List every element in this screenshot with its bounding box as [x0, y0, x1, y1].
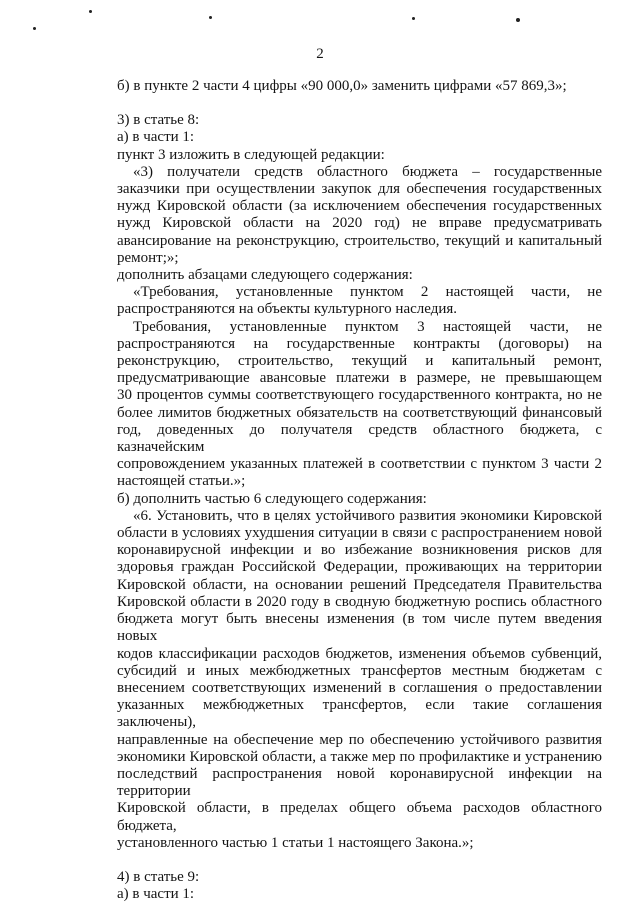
text-line: год, доведенных до получателя средств областного бюджета, с казначейским [117, 421, 602, 456]
text-line: б) дополнить частью 6 следующего содержания: [117, 490, 427, 507]
scan-speck [89, 10, 92, 13]
text-line: пункт 3 изложить в следующей редакции: [117, 146, 385, 163]
text-line: авансирование на реконструкцию, строительство, текущий и капитальный [117, 232, 602, 249]
text-line: нужд Кировской области на 2020 год) не вправе предусматривать [117, 215, 602, 232]
text-line: а) в части 1: [117, 129, 195, 146]
text-line: Требования, установленные пунктом 3 настоящей части, не [133, 318, 602, 335]
text-line: дополнить абзацами следующего содержания: [117, 267, 413, 284]
scan-speck [516, 18, 520, 22]
text-line: а) в части 1: [117, 886, 195, 903]
text-line: «Требования, установленные пунктом 2 настоящей части, не [133, 284, 602, 301]
text-line: распространяются на объекты культурного наследия. [117, 301, 458, 318]
text-line: более лимитов бюджетных обязательств на соответствующий финансовый [117, 404, 602, 421]
scan-speck [412, 17, 415, 20]
text-line: сопровождением указанных платежей в соответствии с пунктом 3 части 2 [117, 456, 602, 473]
text-line: ремонт;»; [117, 249, 179, 266]
text-line: распространяются на государственные контракты (договоры) на [117, 335, 602, 352]
text-line: кодов классификации расходов бюджетов, изменения объемов субвенций, [117, 645, 602, 662]
text-line: «3) получатели средств областного бюджета – государственные [133, 163, 602, 180]
text-line: б) в пункте 2 части 4 цифры «90 000,0» заменить цифрами «57 869,3»; [117, 78, 567, 94]
text-line: коронавирусной инфекции и во избежание возникновения рисков для [117, 542, 602, 559]
text-line: настоящей статьи.»; [117, 473, 246, 490]
text-line: «6. Установить, что в целях устойчивого развития экономики Кировской [133, 507, 602, 524]
text-line: экономики Кировской области, а также мер по профилактике и устранению [117, 748, 602, 765]
text-line: Кировской области, в пределах общего объема расходов областного бюджета, [117, 800, 602, 834]
text-line: Кировской области в 2020 году в сводную бюджетную роспись областного [117, 593, 602, 610]
text-line: установленного частью 1 статьи 1 настоящего Закона.»; [117, 834, 474, 851]
text-line: бюджета могут быть внесены изменения (в том числе путем введения новых [117, 611, 602, 645]
text-line: Кировской области, на основании решений Председателя Правительства [117, 576, 602, 593]
text-line: указанных межбюджетных трансфертов, если такие соглашения заключены), [117, 697, 602, 731]
text-line: реконструкцию, строительство, текущий и капитальный ремонт, [117, 353, 602, 370]
text-line: 3) в статье 8: [117, 112, 200, 129]
scan-speck [33, 27, 36, 30]
text-line: здоровья граждан Российской Федерации, проживающих на территории [117, 559, 602, 576]
text-line: предусматривающие авансовые платежи в размере, не превышающем [117, 370, 602, 387]
text-line: нужд Кировской области (за исключением обеспечения государственных [117, 198, 602, 215]
text-line: заказчики при осуществлении закупок для обеспечения государственных [117, 181, 602, 198]
document-body [117, 78, 602, 903]
text-line: последствий распространения новой коронавирусной инфекции на территории [117, 765, 602, 800]
text-line: субсидий и иных межбюджетных трансфертов местным бюджетам с [117, 662, 602, 679]
text-line: 4) в статье 9: [117, 868, 200, 885]
scan-speck [209, 16, 212, 19]
text-line: 30 процентов суммы соответствующего государственного контракта, но не [117, 387, 602, 404]
text-line: направленные на обеспечение мер по обеспечению устойчивого развития [117, 731, 602, 748]
text-line: области в условиях ухудшения ситуации в связи с распространением новой [117, 525, 602, 542]
text-line: внесением соответствующих изменений в соглашения о предоставлении [117, 679, 602, 696]
page-number: 2 [316, 46, 324, 62]
